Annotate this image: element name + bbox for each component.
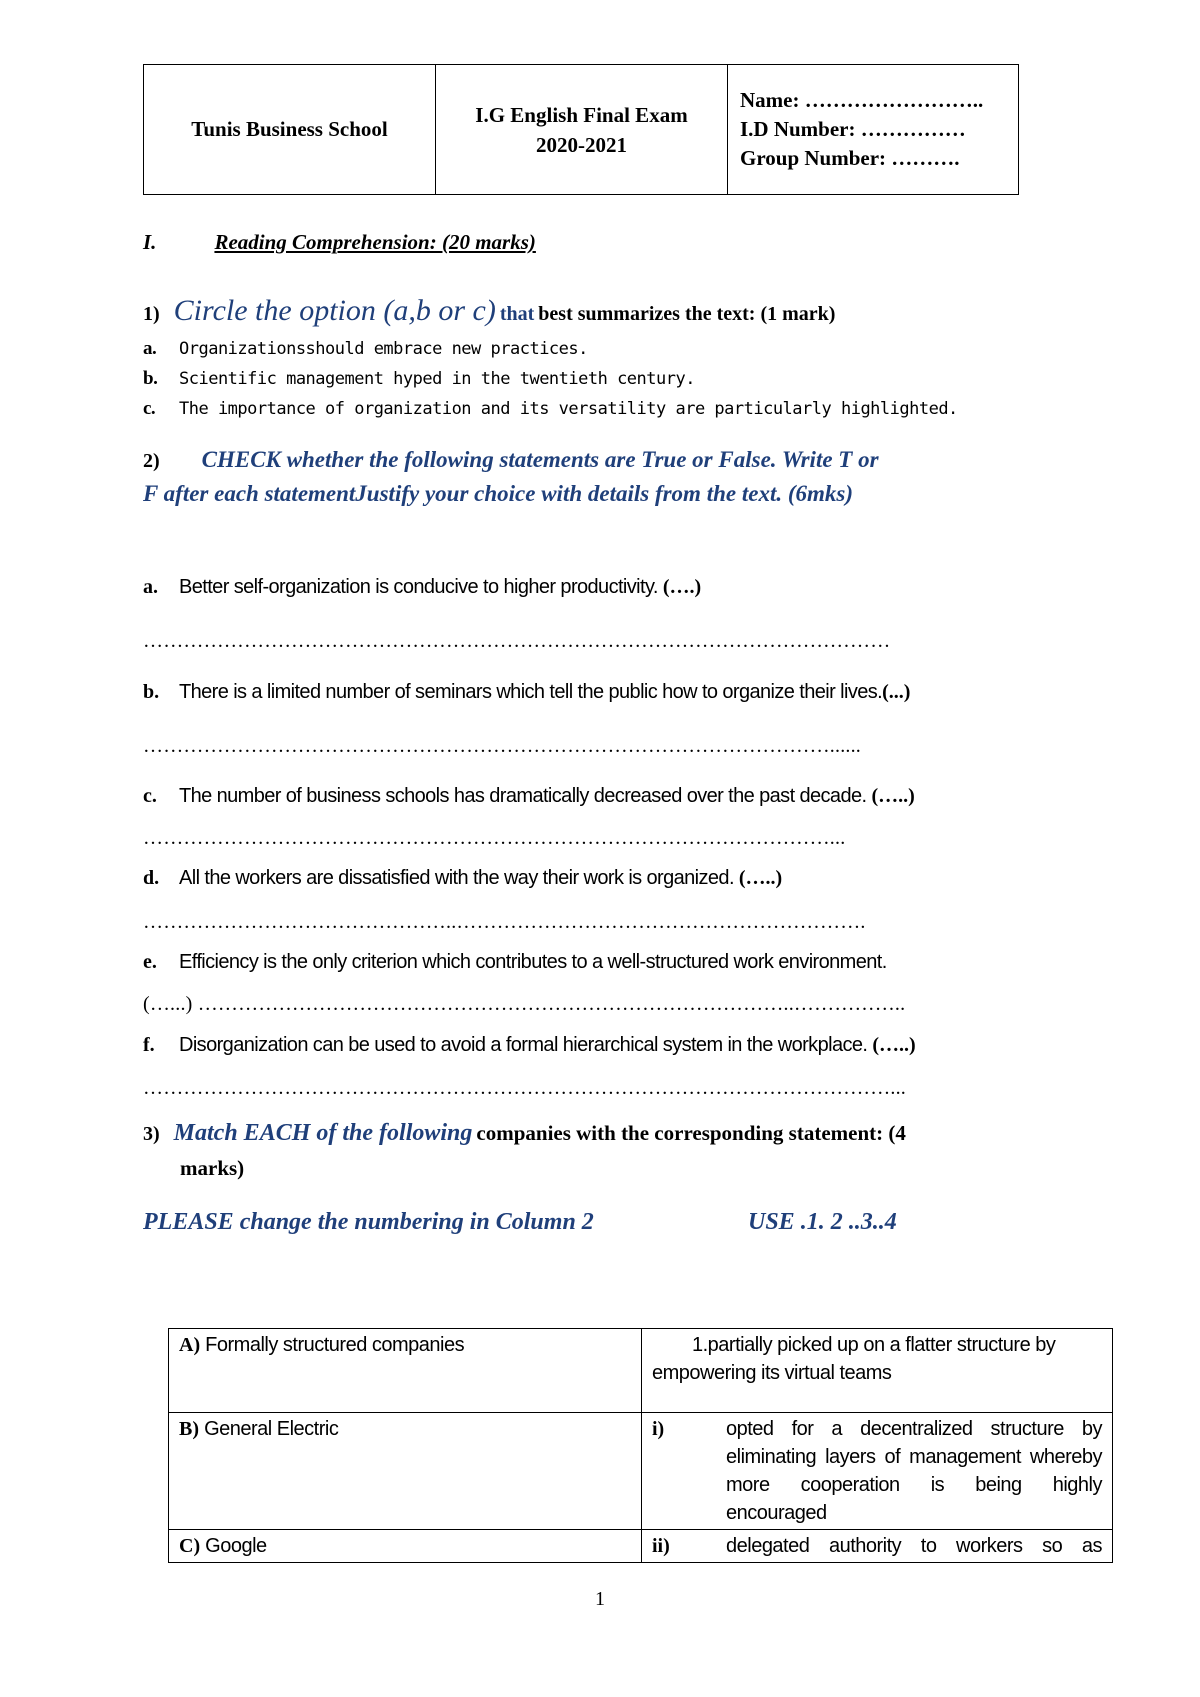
statement-f [143,1034,916,1057]
statement-number: ii) [652,1535,670,1557]
table-row [169,1530,1113,1563]
exam-title [436,65,728,195]
statement-text: There is a limited number of seminars which tell the public how to organize their lives. [179,681,883,703]
statement-label: a. [143,576,158,598]
id-number-field[interactable]: I.D Number: …………… [740,117,966,141]
statement-text: All the workers are dissatisfied with the way their work is organized. [179,867,734,889]
company-cell [169,1530,642,1563]
statement-text: The number of business schools has dramatically decreased over the past decade. [179,785,867,807]
question-1-instruction [143,294,835,328]
section-heading [143,230,536,255]
option-label: c. [143,398,156,419]
company-cell [169,1413,642,1530]
statement-text: Disorganization can be used to avoid a formal hierarchical system in the workplace. [179,1034,868,1056]
table-row [169,1413,1113,1530]
option-b[interactable] [143,368,695,390]
question-3-instruction [143,1120,906,1147]
question-2-instruction: CHECK whether the following statements are True or False. Write T or [201,447,879,472]
statement-label: f. [143,1034,155,1056]
question-2-instruction-line2: F after each statementJustify your choice with details from the text. (6mks) [143,481,853,506]
row-label: C) [179,1535,201,1557]
option-label: b. [143,368,158,389]
company-cell [169,1329,642,1413]
answer-line-f[interactable]: …………………………………………………………………………………………………... [143,1077,906,1099]
statement-cell[interactable] [642,1329,1113,1413]
student-info [728,65,1019,195]
exam-year: 2020-2021 [536,132,627,157]
statement-b [143,681,910,704]
matching-table [168,1328,1113,1563]
answer-slot[interactable]: (…..) [738,867,783,889]
question-1-that: that [499,303,535,325]
answer-slot[interactable]: (…..) [871,785,915,807]
matching-statement: delegated authority to workers so as [726,1535,1102,1557]
page-number: 1 [595,1588,605,1610]
statement-label: c. [143,785,157,807]
matching-statement: 1.partially picked up on a flatter structure by empowering its virtual teams [652,1334,1056,1384]
answer-line-a[interactable]: ………………………………………………………………………………………………… [143,630,891,652]
statement-a [143,576,701,599]
option-text: Scientific management hyped in the twentieth century. [179,369,695,389]
table-row [169,1329,1113,1413]
section-number: I. [143,230,157,254]
statement-c [143,785,915,808]
company-name: General Electric [204,1418,339,1440]
statement-label: e. [143,951,157,973]
question-3-instruction-highlight: Match EACH of the following [173,1120,473,1146]
exam-header-table [143,64,1019,195]
section-title: Reading Comprehension: (20 marks) [214,230,536,254]
answer-line-e[interactable]: (…...) ……………………………………………………………………………..…………….. [143,993,906,1015]
option-a[interactable] [143,338,588,360]
company-name: Formally structured companies [205,1334,465,1356]
numbering-note: PLEASE change the numbering in Column 2 [143,1209,594,1235]
answer-slot[interactable]: (….) [662,576,702,598]
statement-number: i) [652,1418,665,1440]
answer-line-d[interactable]: ………………………………………..……………………………………………………. [143,911,866,933]
question-3-instruction-line2: marks) [180,1156,245,1180]
company-name: Google [205,1535,267,1557]
statement-text: Efficiency is the only criterion which contributes to a well-structured work environment. [179,951,887,973]
statement-label: b. [143,681,160,703]
row-label: B) [179,1418,199,1440]
answer-slot[interactable]: (...) [882,681,911,703]
option-c[interactable] [143,398,958,420]
statement-e [143,951,887,974]
question-2-instruction-line1 [143,447,879,473]
statement-cell[interactable] [642,1413,1113,1530]
group-number-field[interactable]: Group Number: ………. [740,146,960,170]
question-3-instruction-rest: companies with the corresponding statement: (4 [476,1121,906,1145]
answer-slot[interactable]: (…..) [872,1034,916,1056]
option-text: Organizationsshould embrace new practices. [179,339,588,359]
numbering-hint: USE .1. 2 ..3..4 [748,1209,897,1235]
question-1-instruction-highlight: Circle the option (a,b or c) [173,294,496,327]
statement-label: d. [143,867,160,889]
answer-line-b[interactable]: …………………………………………………………………………………………...... [143,735,861,757]
exam-title-line1: I.G English Final Exam [475,102,688,127]
question-1-number: 1) [143,303,160,325]
option-text: The importance of organization and its versatility are particularly highlighted. [179,399,958,419]
school-name: Tunis Business School [144,65,436,195]
question-2-number: 2) [143,450,160,472]
question-3-number: 3) [143,1123,160,1145]
statement-cell[interactable] [642,1530,1113,1563]
statement-text: Better self-organization is conducive to higher productivity. [179,576,658,598]
question-1-instruction-rest: best summarizes the text: (1 mark) [538,303,836,325]
answer-line-c[interactable]: …………………………………………………………………………………………... [143,827,846,849]
matching-statement: opted for a decentralized structure by eliminating layers of management whereby more cooperation is being highly encouraged [726,1418,1102,1524]
option-label: a. [143,338,157,359]
name-field[interactable]: Name: …………………….. [740,88,984,112]
row-label: A) [179,1334,201,1356]
statement-d [143,867,782,890]
